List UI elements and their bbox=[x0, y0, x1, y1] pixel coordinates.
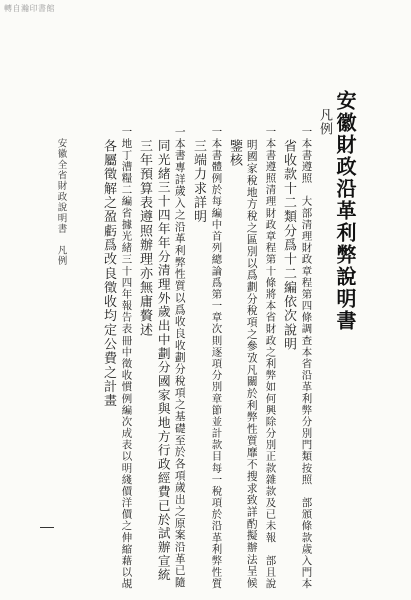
document-title: 安徽財政沿革利弊說明書 bbox=[333, 90, 357, 332]
page-footer: 安徽全省財政說明書 凡例 bbox=[55, 138, 67, 267]
watermark-text: 轉自瀚印書館 bbox=[4, 4, 55, 13]
text-column-3: 一本書遵照清理財政章程第十條將本省財政之利弊如何興除分別正款雜款及已未報 部且說 bbox=[263, 126, 276, 590]
text-column-7: 三端力求詳明 bbox=[191, 139, 206, 224]
text-column-4: 明國家稅地方稅之區別以爲劃分稅項之參攷凡關於利弊性質靡不搜求致詳酌擬辦法呈候 bbox=[245, 139, 259, 589]
text-column-2: 省收款十二類分爲十二編依次說明 bbox=[281, 139, 296, 352]
text-column-1: 一本書遵照 大部清理財政章程第四條調查本省沿革利弊分別門類按照 部頒條款歲入門本 bbox=[299, 126, 312, 590]
text-column-8: 一本書專詳歲入之沿革利弊性質以爲收良收劃分稅項之基礎至於各項歲出之原案沿革已隨 bbox=[173, 126, 187, 589]
text-column-6: 一本書體例於每編中首列總論爲第一章次則逐項分別章節並計款目每一稅項於沿革利弊性質 bbox=[209, 126, 222, 590]
text-column-12: 各屬徵解之盈虧爲改良徵收均定公費之計畫 bbox=[101, 139, 116, 408]
text-column-11: 一地丁漕糧二編省據光緒三十四年報告表冊中徵收慣例編次成表以明綫價洋價之伸縮藉以覘 bbox=[119, 126, 132, 590]
section-heading: 凡例 bbox=[317, 108, 332, 136]
text-column-5: 鑒核 bbox=[227, 139, 242, 168]
text-column-10: 三年預算表遵照辦理亦無庸贅述 bbox=[137, 139, 152, 338]
page-number bbox=[40, 527, 54, 528]
text-column-9: 同光緒三十四年年分清理外歲出中劃分國家與地方行政經費已於試辦宣統 bbox=[155, 139, 171, 582]
